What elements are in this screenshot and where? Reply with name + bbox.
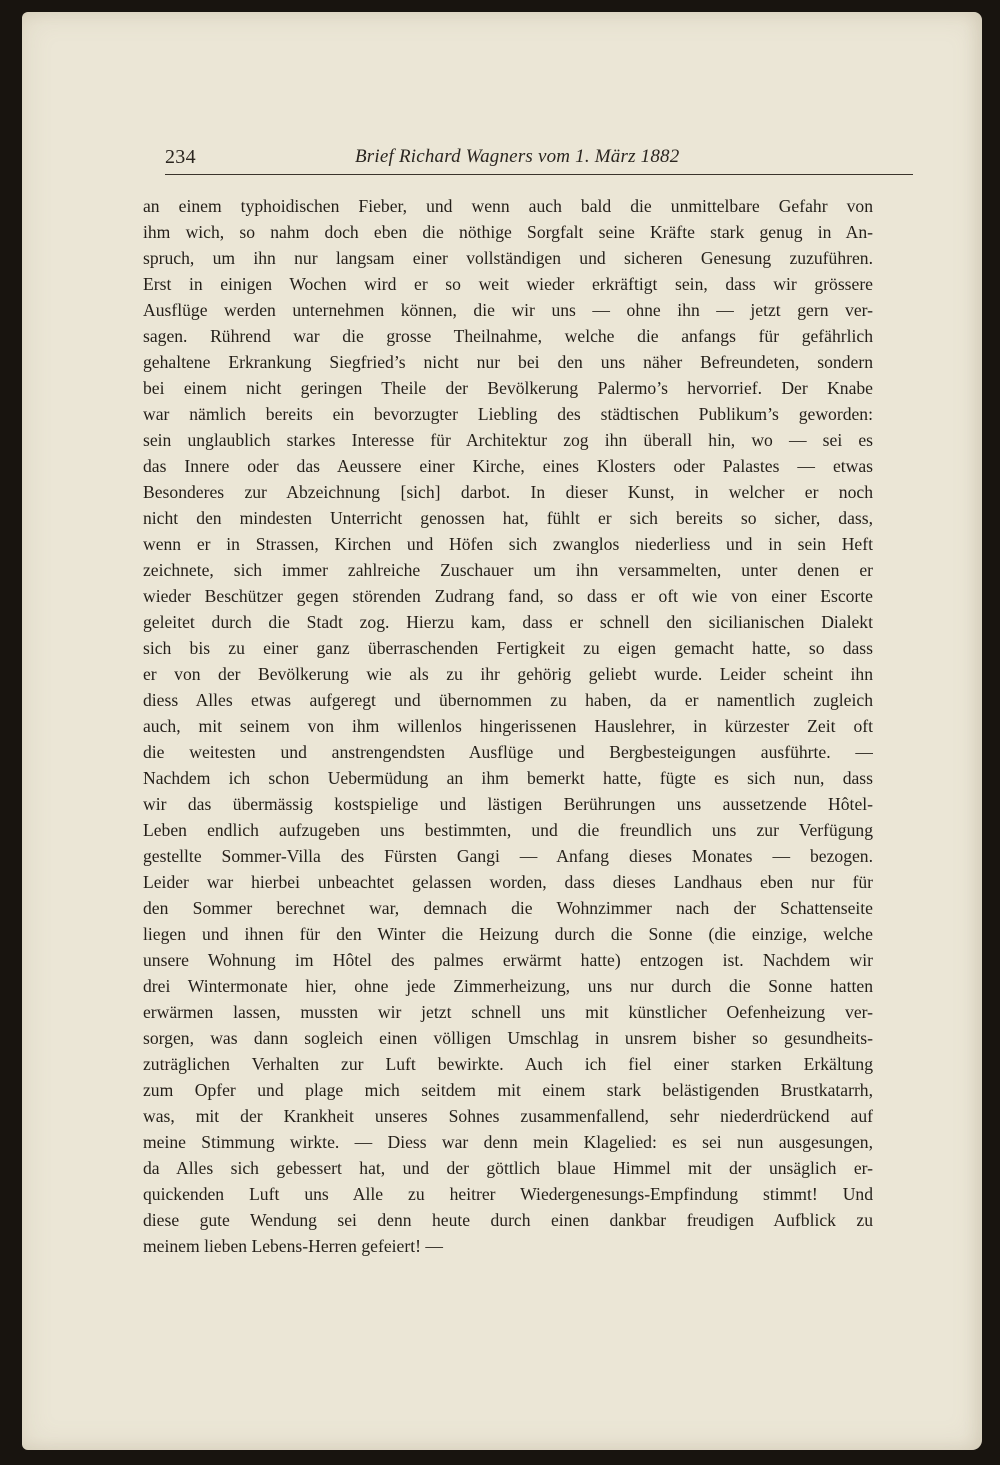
text-line: an einem typhoidischen Fieber, und wenn auch bald die unmittelbare Gefahr von — [143, 196, 873, 216]
text-line: meine Stimmung wirkte. — Diess war denn mein Klagelied: es sei nun ausgesungen, — [143, 1132, 873, 1152]
text-line: bei einem nicht geringen Theile der Bevölkerung Palermo’s hervorrief. Der Knabe — [143, 378, 873, 398]
text-line: Ausflüge werden unternehmen können, die wir uns — ohne ihn — jetzt gern ver- — [143, 300, 873, 320]
page-header — [165, 144, 913, 175]
text-line: liegen und ihnen für den Winter die Heizung durch die Sonne (die einzige, welche — [143, 924, 873, 944]
text-line: drei Wintermonate hier, ohne jede Zimmerheizung, uns nur durch die Sonne hatten — [143, 976, 873, 996]
text-line: zuträglichen Verhalten zur Luft bewirkte. Auch ich fiel einer starken Erkältung — [143, 1054, 873, 1074]
text-line: quickenden Luft uns Alle zu heitrer Wiedergenesungs-Empfindung stimmt! Und — [143, 1184, 873, 1204]
text-line: diess Alles etwas aufgeregt und übernommen zu haben, da er namentlich zugleich — [143, 690, 873, 710]
text-line: unsere Wohnung im Hôtel des palmes erwärmt hatte) entzogen ist. Nachdem wir — [143, 950, 873, 970]
text-line: zum Opfer und plage mich seitdem mit einem stark belästigenden Brustkatarrh, — [143, 1080, 873, 1100]
text-line: was, mit der Krankheit unseres Sohnes zusammenfallend, sehr niederdrückend auf — [143, 1106, 873, 1126]
text-line: war nämlich bereits ein bevorzugter Liebling des städtischen Publikum’s geworden: — [143, 404, 873, 424]
text-line: auch, mit seinem von ihm willenlos hingerissenen Hauslehrer, in kürzester Zeit oft — [143, 716, 873, 736]
text-line: da Alles sich gebessert hat, und der göttlich blaue Himmel mit der unsäglich er- — [143, 1158, 873, 1178]
text-line: das Innere oder das Aeussere einer Kirche, eines Klosters oder Palastes — etwas — [143, 456, 873, 476]
text-line: geleitet durch die Stadt zog. Hierzu kam, dass er schnell den sicilianischen Dialekt — [143, 612, 873, 632]
text-line: gehaltene Erkrankung Siegfried’s nicht nur bei den uns näher Befreundeten, sondern — [143, 352, 873, 372]
text-line: den Sommer berechnet war, demnach die Wohnzimmer nach der Schattenseite — [143, 898, 873, 918]
text-line: nicht den mindesten Unterricht genossen hat, fühlt er sich bereits so sicher, dass, — [143, 508, 873, 528]
text-line: spruch, um ihn nur langsam einer vollständigen und sicheren Genesung zuzuführen. — [143, 248, 873, 268]
text-line: sagen. Rührend war die grosse Theilnahme, welche die anfangs für gefährlich — [143, 326, 873, 346]
text-line: erwärmen lassen, mussten wir jetzt schnell uns mit künstlicher Oefenheizung ver- — [143, 1002, 873, 1022]
text-line: Besonderes zur Abzeichnung [sich] darbot. In dieser Kunst, in welcher er noch — [143, 482, 873, 502]
text-line: ihm wich, so nahm doch eben die nöthige Sorgfalt seine Kräfte stark genug in An- — [143, 222, 873, 242]
text-line: diese gute Wendung sei denn heute durch einen dankbar freudigen Aufblick zu — [143, 1210, 873, 1230]
page-number: 234 — [165, 146, 196, 168]
text-line: gestellte Sommer-Villa des Fürsten Gangi — Anfang dieses Monates — bezogen. — [143, 846, 873, 866]
text-line: er von der Bevölkerung wie als zu ihr gehörig geliebt wurde. Leider scheint ihn — [143, 664, 873, 684]
text-line: Leben endlich aufzugeben uns bestimmten, und die freundlich uns zur Verfügung — [143, 820, 873, 840]
text-line: Nachdem ich schon Uebermüdung an ihm bemerkt hatte, fügte es sich nun, dass — [143, 768, 873, 788]
running-title: Brief Richard Wagners vom 1. März 1882 — [355, 146, 680, 167]
text-line: wir das übermässig kostspielige und lästigen Berührungen uns aussetzende Hôtel- — [143, 794, 873, 814]
text-line: meinem lieben Lebens-Herren gefeiert! — — [143, 1236, 443, 1256]
text-line: Leider war hierbei unbeachtet gelassen worden, dass dieses Landhaus eben nur für — [143, 872, 873, 892]
text-line: sein unglaublich starkes Interesse für Architektur zog ihn überall hin, wo — sei es — [143, 430, 873, 450]
text-line: wenn er in Strassen, Kirchen und Höfen sich zwanglos niederliess und in sein Heft — [143, 534, 873, 554]
text-line: Erst in einigen Wochen wird er so weit wieder erkräftigt sein, dass wir grössere — [143, 274, 873, 294]
text-line: wieder Beschützer gegen störenden Zudrang fand, so dass er oft wie von einer Escorte — [143, 586, 873, 606]
body-text — [143, 193, 873, 1259]
text-line: sich bis zu einer ganz überraschenden Fertigkeit zu eigen gemacht hatte, so dass — [143, 638, 873, 658]
text-line: sorgen, was dann sogleich einen völligen Umschlag in unsrem bisher so gesundheits- — [143, 1028, 873, 1048]
text-line: zeichnete, sich immer zahlreiche Zuschauer um ihn versammelten, unter denen er — [143, 560, 873, 580]
text-line: die weitesten und anstrengendsten Ausflüge und Bergbesteigungen ausführte. — — [143, 742, 873, 762]
